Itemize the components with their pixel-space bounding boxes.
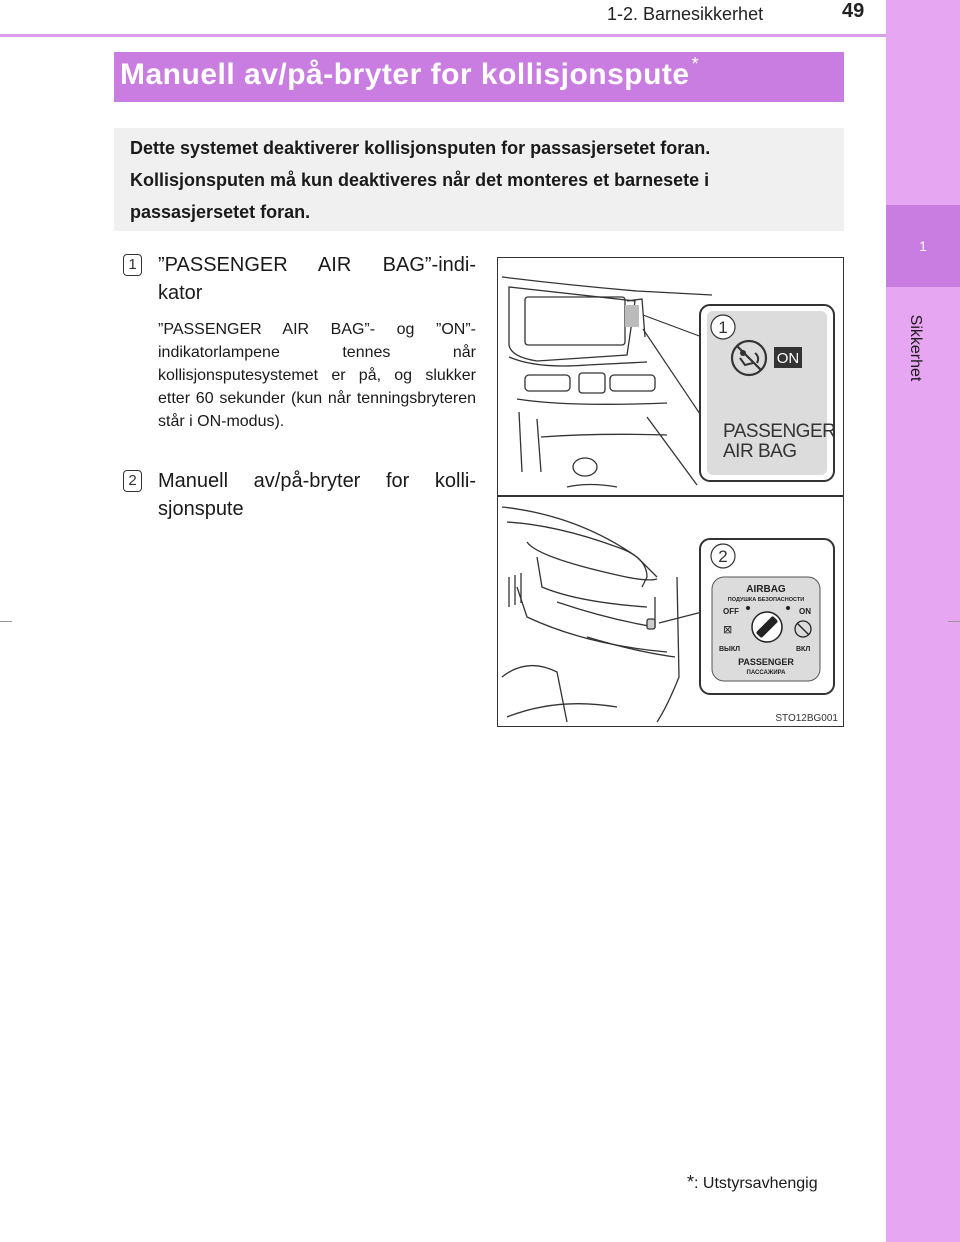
item-2-title (158, 467, 476, 523)
header-rule (0, 34, 886, 37)
crop-mark-left (0, 621, 12, 622)
title-asterisk: * (691, 54, 700, 74)
crop-mark-right (948, 621, 960, 622)
switch-off-label: OFF (723, 607, 739, 616)
footnote (687, 1172, 818, 1193)
passenger-label: PASSENGER (723, 421, 836, 442)
section-title-text: Manuell av/på-bryter for kollisjonspute (120, 58, 690, 91)
item-1-title-line1: ”PASSENGER AIR BAG”-indi- (158, 254, 476, 276)
footnote-text: : Utstyrsavhengig (694, 1175, 818, 1192)
chapter-label: Sikkerhet (907, 314, 924, 382)
section-title (120, 54, 700, 92)
page-number: 49 (842, 0, 865, 22)
callout-1-number: 1 (718, 318, 728, 337)
on-indicator-label: ON (776, 350, 800, 367)
item-1-title-line2: kator (158, 282, 203, 304)
airbag-illustration (497, 257, 844, 727)
footnote-star: * (687, 1172, 695, 1192)
switch-on-label: ON (799, 607, 811, 616)
intro-text: Dette systemet deaktiverer kollisjonsputen for passasjersetet foran. Kollisjonsputen må kun deaktiveres når det monteres et barnesete i passasjersetet foran. (130, 138, 711, 222)
item-2-title-line2: sjonspute (158, 498, 244, 520)
item-2-badge: 2 (123, 470, 142, 492)
item-2-title-line1: Manuell av/på-bryter for kolli- (158, 470, 476, 492)
switch-off-ru-label: ВЫКЛ (719, 646, 741, 653)
key-slot-icon (752, 612, 782, 642)
callout-2-number: 2 (718, 547, 728, 566)
switch-on-ru-label: ВКЛ (796, 646, 811, 653)
switch-airbag-label: AIRBAG (746, 584, 786, 595)
callout-2 (700, 539, 834, 694)
item-1-body: ”PASSENGER AIR BAG”- og ”ON”-indikatorlampene tennes når kollisjonsputesystemet er på, og slukker etter 60 sekunder (kun når tenningsbryteren står i ON-modus). (158, 321, 476, 430)
switch-passenger-ru-label: ПАССАЖИРА (746, 670, 786, 676)
callout-1 (700, 305, 835, 481)
switch-passenger-label: PASSENGER (738, 657, 794, 667)
airbag-label: AIR BAG (723, 441, 797, 462)
illustration-code: STO12BG001 (775, 713, 838, 724)
chapter-number-tab: 1 (886, 205, 960, 287)
switch-airbag-ru-label: ПОДУШКА БЕЗОПАСНОСТИ (727, 597, 805, 603)
item-1-title (158, 251, 476, 307)
section-header: 1-2. Barnesikkerhet (607, 4, 764, 24)
chapter-label-container (905, 298, 925, 398)
section-title-bar (114, 52, 844, 102)
item-1-badge: 1 (123, 254, 142, 276)
switch-off-icon: ⊠ (723, 623, 733, 636)
intro-box (114, 128, 844, 231)
